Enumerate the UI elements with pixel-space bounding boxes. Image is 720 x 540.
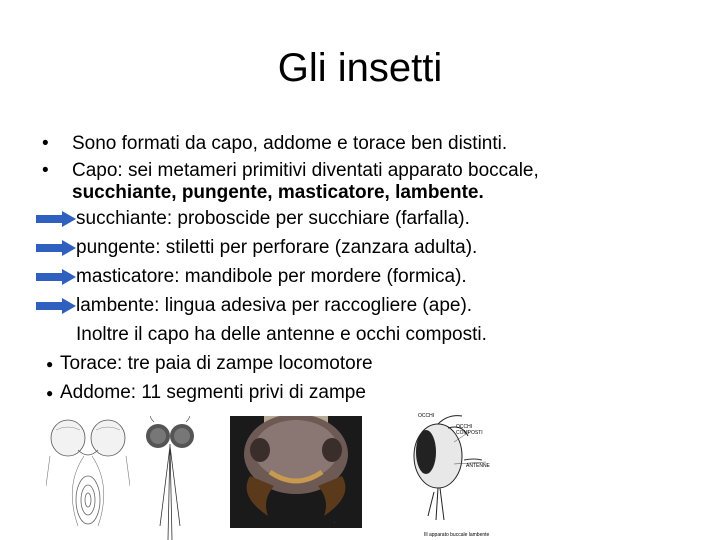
extra-line: Inoltre il capo ha delle antenne e occhi composti. <box>76 324 487 345</box>
circle-bullet: ● <box>46 386 54 400</box>
arrow-item-2: pungente: stiletti per perforare (zanzara adulta). <box>76 237 478 258</box>
ant-head-photo <box>230 416 362 528</box>
bee-label-occhi: OCCHI <box>418 413 435 419</box>
bee-label-antenne: ANTENNE <box>466 463 490 469</box>
slide-title: Gli insetti <box>277 46 443 90</box>
circle-bullet: ● <box>46 357 54 371</box>
butterfly-proboscis-drawing <box>46 416 130 540</box>
mosquito-head-drawing <box>140 416 200 540</box>
bullet-text-2: Capo: sei metameri primitivi diventati apparato boccale, <box>72 160 539 181</box>
svg-text:·: · <box>334 520 336 525</box>
arrow-item-1: succhiante: proboscide per succhiare (farfalla). <box>76 208 470 229</box>
circle-item-2: Addome: 11 segmenti privi di zampe <box>60 382 366 403</box>
arrow-icon <box>36 269 76 285</box>
arrow-icon <box>36 298 76 314</box>
bullet-dot: • <box>42 133 49 154</box>
arrow-icon <box>36 211 76 227</box>
arrow-icon <box>36 240 76 256</box>
bullet-text-1: Sono formati da capo, addome e torace ben distinti. <box>72 133 508 154</box>
bullet-dot: • <box>42 160 49 181</box>
bee-label-occhi-composti: OCCHI COMPOSTI <box>456 424 483 436</box>
bold-line: succhiante, pungente, masticatore, lambente. <box>72 182 484 203</box>
arrow-item-4: lambente: lingua adesiva per raccogliere (ape). <box>76 295 473 316</box>
circle-item-1: Torace: tre paia di zampe locomotore <box>60 353 373 374</box>
bee-caption: Ill apparato buccale lambente <box>424 532 490 538</box>
arrow-item-3: masticatore: mandibole per mordere (formica). <box>76 266 467 287</box>
